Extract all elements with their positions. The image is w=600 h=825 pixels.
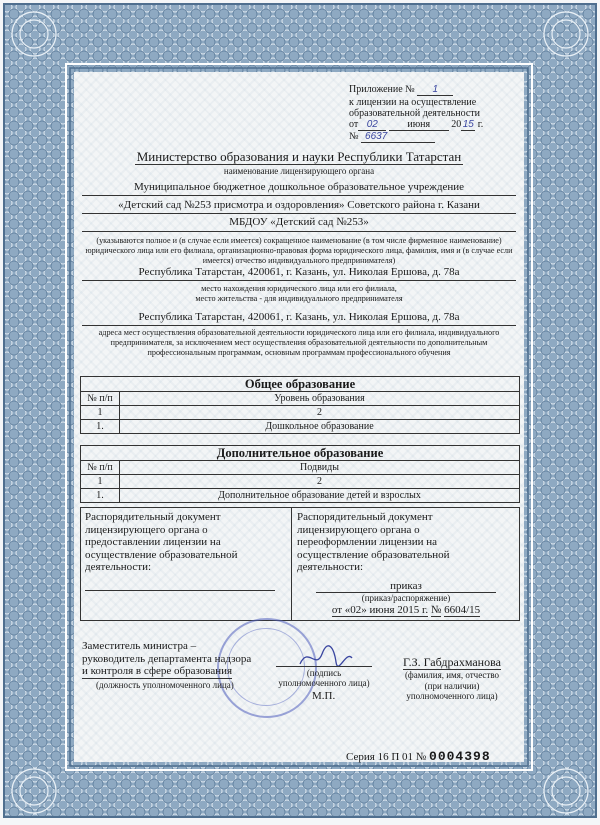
docs-reissue-text: Распорядительный документ лицензирующего органа о переоформлении лицензии на осуществление образовательной деятельности: (297, 511, 450, 573)
appendix-label: Приложение № (349, 84, 415, 95)
col-index-2: 2 (120, 406, 520, 420)
appendix-month: июня (389, 119, 449, 131)
address-legal: Республика Татарстан, 420061, г. Казань, ул. Николая Ершова, д. 78а (138, 266, 460, 278)
org-full-name-line1: Муниципальное бюджетное дошкольное образовательное учреждение (134, 181, 464, 193)
appendix-day: 02 (358, 119, 386, 131)
table-row (81, 420, 520, 434)
appendix-date-prefix: от (349, 119, 359, 130)
series-no-label: № (415, 751, 427, 763)
row-level: Дошкольное образование (120, 420, 520, 434)
appendix-date-row (349, 119, 483, 131)
signature-line (276, 666, 372, 667)
col-index-1: 1 (81, 475, 120, 489)
col-index-2: 2 (120, 475, 520, 489)
docs-order-no-label: № (430, 604, 442, 616)
additional-edu-title: Дополнительное образование (80, 445, 520, 461)
table-index-row (81, 475, 520, 489)
series-code: 16 П 01 (377, 751, 414, 763)
underline-5 (82, 325, 516, 326)
org-caption: (указываются полное и (в случае если имеется) сокращенное наименование (в том числе фирменное наименование) юридического лица или его филиала, организационно-правовая форма юридического лица, фамилия, имя и (в случае если имеется) отчество индивидуального предпринимателя) (85, 236, 513, 265)
authority-name: Министерство образования и науки Республики Татарстан (136, 149, 462, 164)
org-short-name: МБДОУ «Детский сад №253» (229, 216, 369, 228)
appendix-line3: образовательной деятельности (349, 108, 480, 119)
stamp-place-mp: М.П. (312, 690, 336, 702)
signer-position: Заместитель министра – руководитель департамента надзора и контроля в сфере образования (82, 640, 252, 677)
address-legal-caption: место нахождения юридического лица или его филиала, место жительства - для индивидуального предпринимателя (195, 284, 403, 303)
docs-order-type: приказ (297, 580, 515, 593)
row-subtype: Дополнительное образование детей и взрослых (120, 489, 520, 503)
col-index-1: 1 (81, 406, 120, 420)
signature-caption: (подпись уполномоченного лица) (278, 668, 370, 688)
appendix-license-no: 6637 (361, 131, 435, 143)
authority-caption: наименование лицензирующего органа (223, 166, 375, 176)
appendix-number: 1 (417, 84, 453, 96)
docs-issue-blank (85, 590, 275, 591)
col-number-header: № п/п (81, 392, 120, 406)
docs-divider (291, 508, 292, 620)
blank-series (346, 749, 491, 764)
appendix-no-label: № (349, 131, 359, 142)
table-header-row (81, 461, 520, 475)
signer-name: Г.З. Габдрахманова (403, 655, 501, 669)
table-index-row (81, 406, 520, 420)
docs-order-date: от «02» июня 2015 г. (331, 604, 429, 616)
address-activity-caption: адреса мест осуществления образовательной деятельности юридического лица или его филиала, индивидуального предпринимателя, за исключением мест осуществления образовательной деятельности по дополнительным профессиональным программам, основным программам профессионального обучения (98, 328, 500, 357)
row-number: 1. (81, 489, 120, 503)
series-number: 0004398 (429, 749, 491, 764)
appendix-year: 15 (462, 119, 474, 130)
docs-box (80, 507, 520, 621)
general-edu-title: Общее образование (80, 376, 520, 392)
docs-order-date-row (297, 604, 515, 616)
appendix-year-prefix: 20 (451, 119, 462, 130)
series-label: Серия (346, 751, 375, 763)
underline-4 (82, 280, 516, 281)
row-number: 1. (81, 420, 120, 434)
table-header-row (81, 392, 520, 406)
underline-2 (82, 213, 516, 214)
underline-1 (82, 195, 516, 196)
org-full-name-line2: «Детский сад №253 присмотра и оздоровления» Советского района г. Казани (118, 199, 480, 211)
appendix-year-suffix: г. (477, 119, 484, 130)
table-row (81, 489, 520, 503)
address-activity: Республика Татарстан, 420061, г. Казань, ул. Николая Ершова, д. 78а (138, 311, 460, 323)
general-edu-table (80, 391, 520, 434)
col-level-header: Уровень образования (120, 392, 520, 406)
appendix-no-row (349, 131, 435, 143)
col-subtype-header: Подвиды (120, 461, 520, 475)
docs-order-caption: (приказ/распоряжение) (361, 593, 451, 603)
signer-name-caption: (фамилия, имя, отчество (при наличии) уполномоченного лица) (404, 670, 500, 701)
docs-issue-text: Распорядительный документ лицензирующего органа о предоставлении лицензии на осуществление образовательной деятельности: (85, 511, 238, 573)
additional-edu-table (80, 460, 520, 503)
docs-order-no: 6604/15 (444, 604, 481, 616)
underline-3 (82, 231, 516, 232)
appendix-line2: к лицензии на осуществление (349, 97, 477, 108)
col-number-header: № п/п (81, 461, 120, 475)
appendix-label-row (349, 84, 453, 96)
signer-position-caption: (должность уполномоченного лица) (96, 680, 234, 690)
